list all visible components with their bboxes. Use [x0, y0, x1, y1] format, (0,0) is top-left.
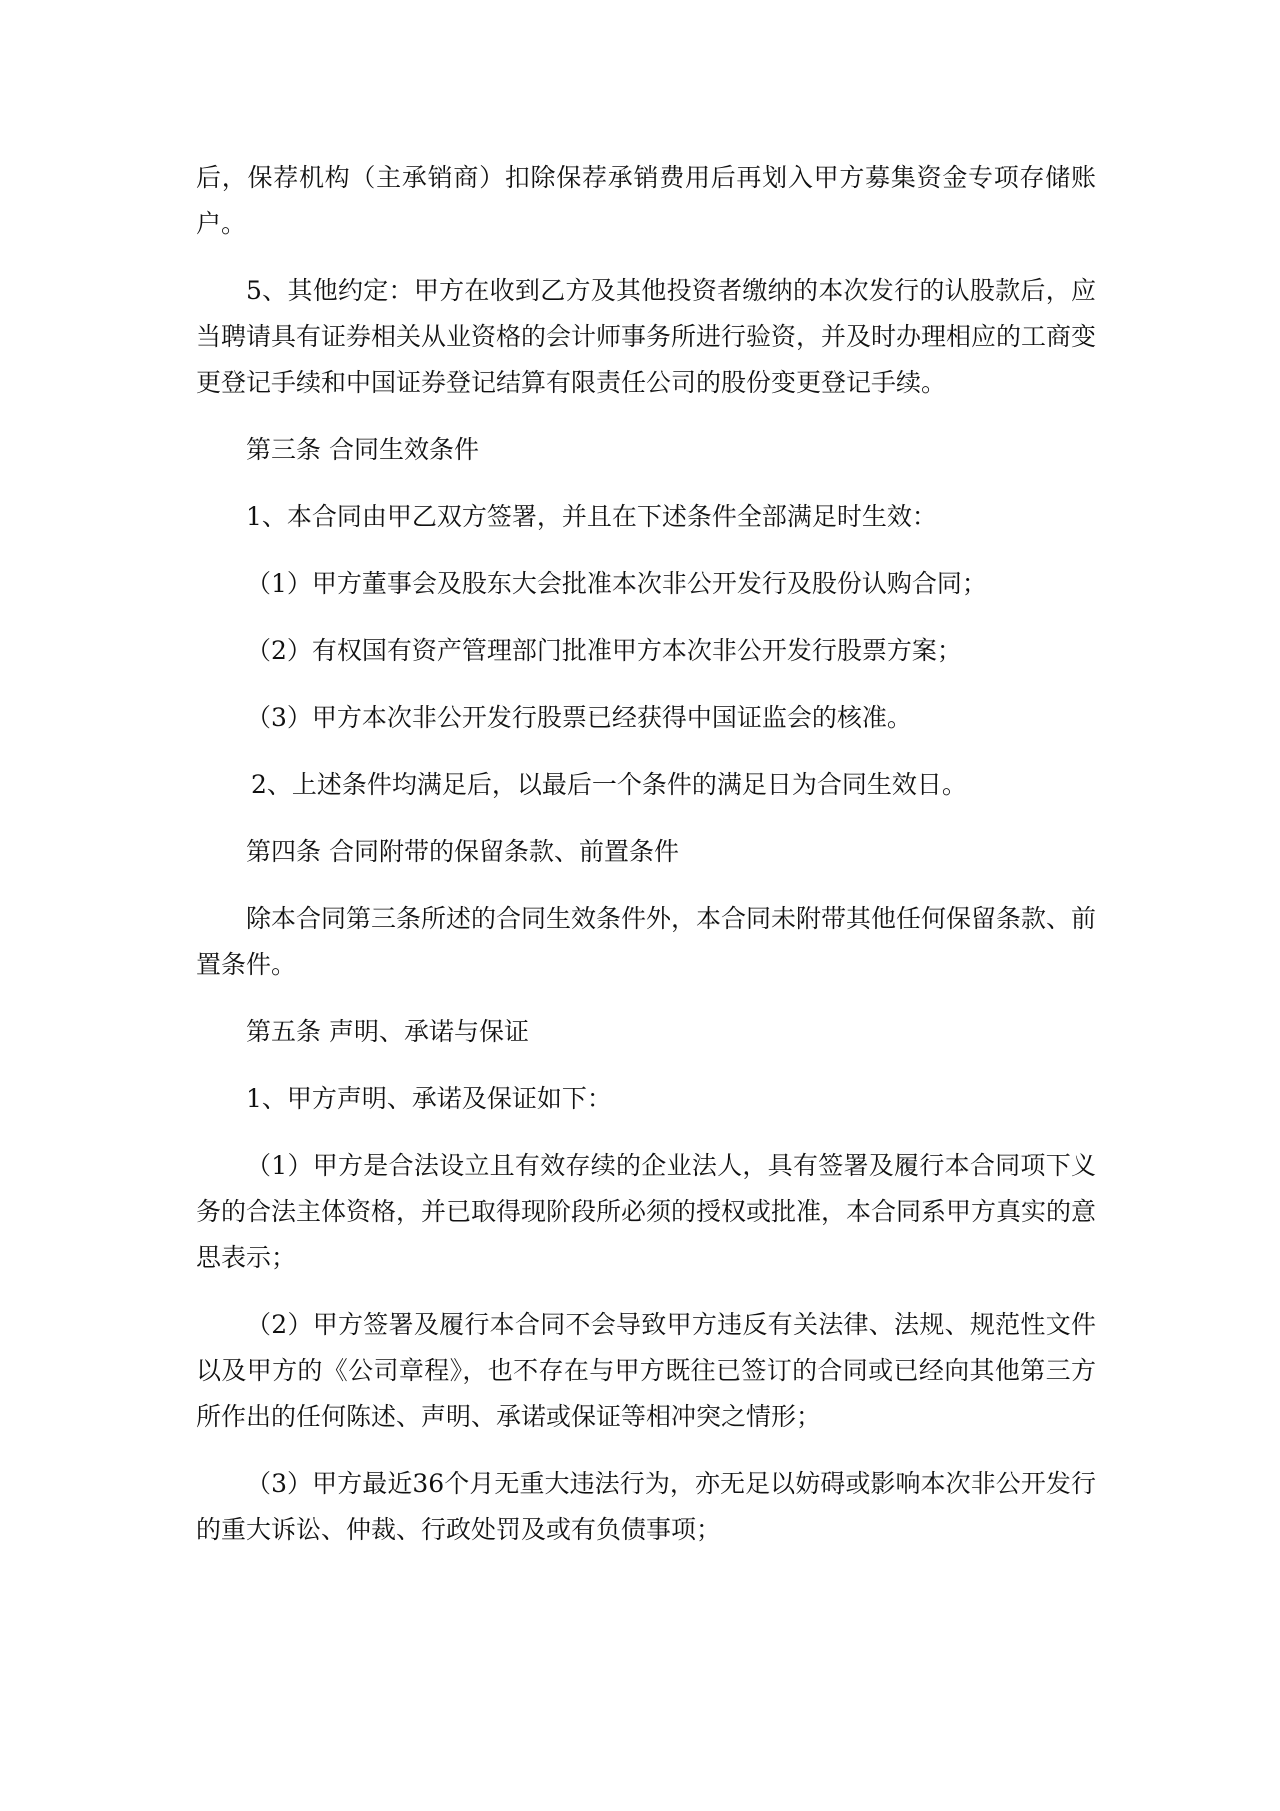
condition-item-2: （2）有权国有资产管理部门批准甲方本次非公开发行股票方案；	[246, 636, 962, 665]
paragraph-other-agreements: 5、其他约定：甲方在收到乙方及其他投资者缴纳的本次发行的认股款后，应当聘请具有证券相关从业资格的会计师事务所进行验资，并及时办理相应的工商变更登记手续和中国证券登记结算有限责任公司的股份变更登记手续。	[196, 276, 1097, 397]
declaration-item-1: （1）甲方是合法设立且有效存续的企业法人，具有签署及履行本合同项下义务的合法主体资格，并已取得现阶段所必须的授权或批准，本合同系甲方真实的意思表示；	[196, 1151, 1097, 1272]
condition-item-3: （3）甲方本次非公开发行股票已经获得中国证监会的核准。	[246, 703, 912, 732]
condition-item-1: （1）甲方董事会及股东大会批准本次非公开发行及股份认购合同；	[246, 569, 987, 598]
paragraph-effective-date: 2、上述条件均满足后，以最后一个条件的满足日为合同生效日。	[251, 770, 967, 799]
declaration-item-2: （2）甲方签署及履行本合同不会导致甲方违反有关法律、法规、规范性文件以及甲方的《公司章程》，也不存在与甲方既往已签订的合同或已经向其他第三方所作出的任何陈述、声明、承诺或保证等相冲突之情形；	[196, 1310, 1096, 1431]
declaration-item-3: （3）甲方最近36个月无重大违法行为，亦无足以妨碍或影响本次非公开发行的重大诉讼、仲裁、行政处罚及或有负债事项；	[196, 1469, 1096, 1544]
paragraph-party-a-declarations: 1、甲方声明、承诺及保证如下：	[246, 1084, 612, 1113]
paragraph-effective-conditions: 1、本合同由甲乙双方签署，并且在下述条件全部满足时生效：	[246, 502, 937, 531]
article-5-heading: 第五条 声明、承诺与保证	[246, 1017, 529, 1046]
paragraph-no-reservations: 除本合同第三条所述的合同生效条件外，本合同未附带其他任何保留条款、前置条件。	[196, 904, 1097, 979]
article-3-heading: 第三条 合同生效条件	[246, 435, 479, 464]
article-4-heading: 第四条 合同附带的保留条款、前置条件	[246, 837, 679, 866]
paragraph-continuation: 后，保荐机构（主承销商）扣除保荐承销费用后再划入甲方募集资金专项存储账户。	[196, 163, 1096, 238]
document-body	[196, 155, 1096, 1574]
